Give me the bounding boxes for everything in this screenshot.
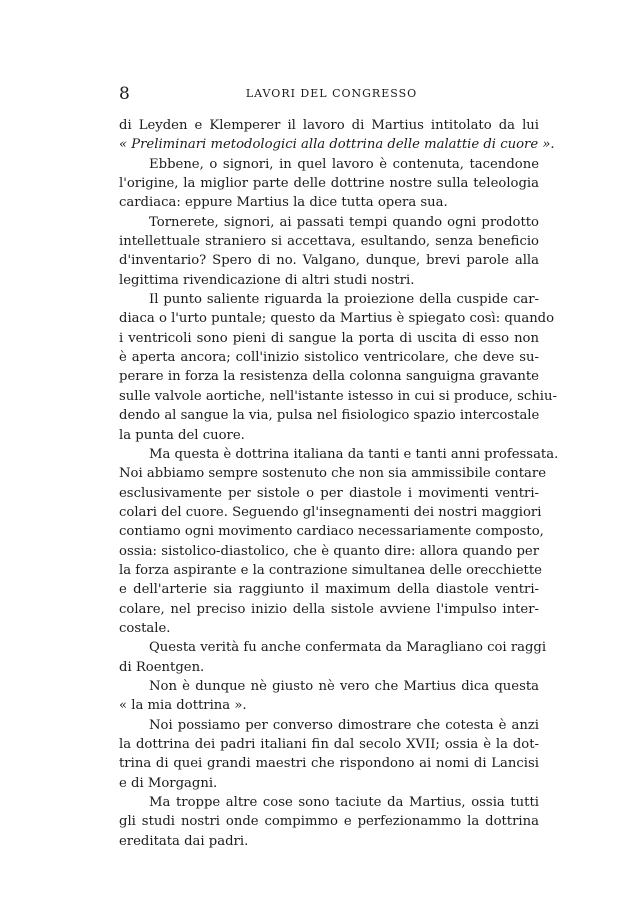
text-line: dendo al sangue la via, pulsa nel fisiologico spazio intercostale	[119, 408, 540, 424]
text-line: costale.	[119, 620, 171, 636]
text-line: la forza aspirante e la contrazione simultanea delle orecchiette	[119, 562, 542, 578]
text-line: e di Morgagni.	[119, 775, 218, 791]
text-line: di Roentgen.	[119, 659, 205, 675]
text-line: la punta del cuore.	[119, 427, 245, 443]
text-line: Ma troppe altre cose sono taciute da Martius, ossia tutti	[149, 795, 539, 811]
text-line: esclusivamente per sistole o per diastole i movimenti ventri-	[119, 485, 539, 501]
text-line: è aperta ancora; coll'inizio sistolico ventricolare, che deve su-	[119, 350, 539, 366]
text-line: Noi abbiamo sempre sostenuto che non sia ammissibile contare	[119, 466, 547, 482]
page-number: 8	[119, 84, 130, 104]
text-line: Ma questa è dottrina italiana da tanti e tanti anni professata.	[149, 446, 559, 462]
text-line: Tornerete, signori, ai passati tempi quando ogni prodotto	[149, 214, 539, 230]
text-line: contiamo ogni movimento cardiaco necessariamente composto,	[119, 524, 544, 540]
text-line: sulle valvole aortiche, nell'istante istesso in cui si produce, schiu-	[119, 388, 557, 404]
text-line: colari del cuore. Seguendo gl'insegnamenti dei nostri maggiori	[119, 504, 542, 520]
text-line: Questa verità fu anche confermata da Maragliano coi raggi	[149, 640, 547, 656]
running-header: LAVORI DEL CONGRESSO	[245, 87, 418, 100]
text-line: d'inventario? Spero di no. Valgano, dunque, brevi parole alla	[119, 253, 539, 269]
text-line: legittima rivendicazione di altri studi nostri.	[119, 272, 415, 288]
text-line: cardiaca: eppure Martius la dice tutta opera sua.	[119, 195, 448, 211]
text-line: gli studi nostri onde compimmo e perfezionammo la dottrina	[119, 814, 539, 830]
text-line: trina di quei grandi maestri che rispondono ai nomi di Lancisi	[119, 756, 539, 772]
body-text	[119, 116, 559, 851]
text-line: la dottrina dei padri italiani fin dal secolo XVII; ossia è la dot-	[119, 737, 539, 752]
text-line: ereditata dai padri.	[119, 833, 249, 849]
text-line: e dell'arterie sia raggiunto il maximum della diastole ventri-	[119, 582, 539, 598]
text-line: perare in forza la resistenza della colonna sanguigna gravante	[119, 369, 539, 385]
text-line: di Leyden e Klemperer il lavoro di Martius intitolato da lui	[119, 118, 539, 133]
text-line: Non è dunque nè giusto nè vero che Martius dica questa	[149, 678, 539, 694]
text-line: Ebbene, o signori, in quel lavoro è contenuta, tacendone	[149, 156, 539, 172]
text-line: l'origine, la miglior parte delle dottrine nostre sulla teleologia	[119, 176, 539, 192]
text-line: intellettuale straniero si accettava, esultando, senza beneficio	[119, 234, 539, 250]
text-line: colare, nel preciso inizio della sistole avviene l'impulso inter-	[119, 601, 539, 617]
text-line: « la mia dottrina ».	[119, 698, 247, 714]
text-line: diaca o l'urto puntale; questo da Martius è spiegato così: quando	[119, 311, 555, 327]
text-line: Noi possiamo per converso dimostrare che cotesta è anzi	[149, 717, 539, 733]
text-line: ossia: sistolico-diastolico, che è quanto dire: allora quando per	[119, 543, 539, 559]
text-line: « Preliminari metodologici alla dottrina delle malattie di cuore ».	[119, 137, 555, 153]
text-line: i ventricoli sono pieni di sangue la porta di uscita di esso non	[119, 330, 539, 346]
text-line: Il punto saliente riguarda la proiezione della cuspide car-	[149, 292, 539, 308]
